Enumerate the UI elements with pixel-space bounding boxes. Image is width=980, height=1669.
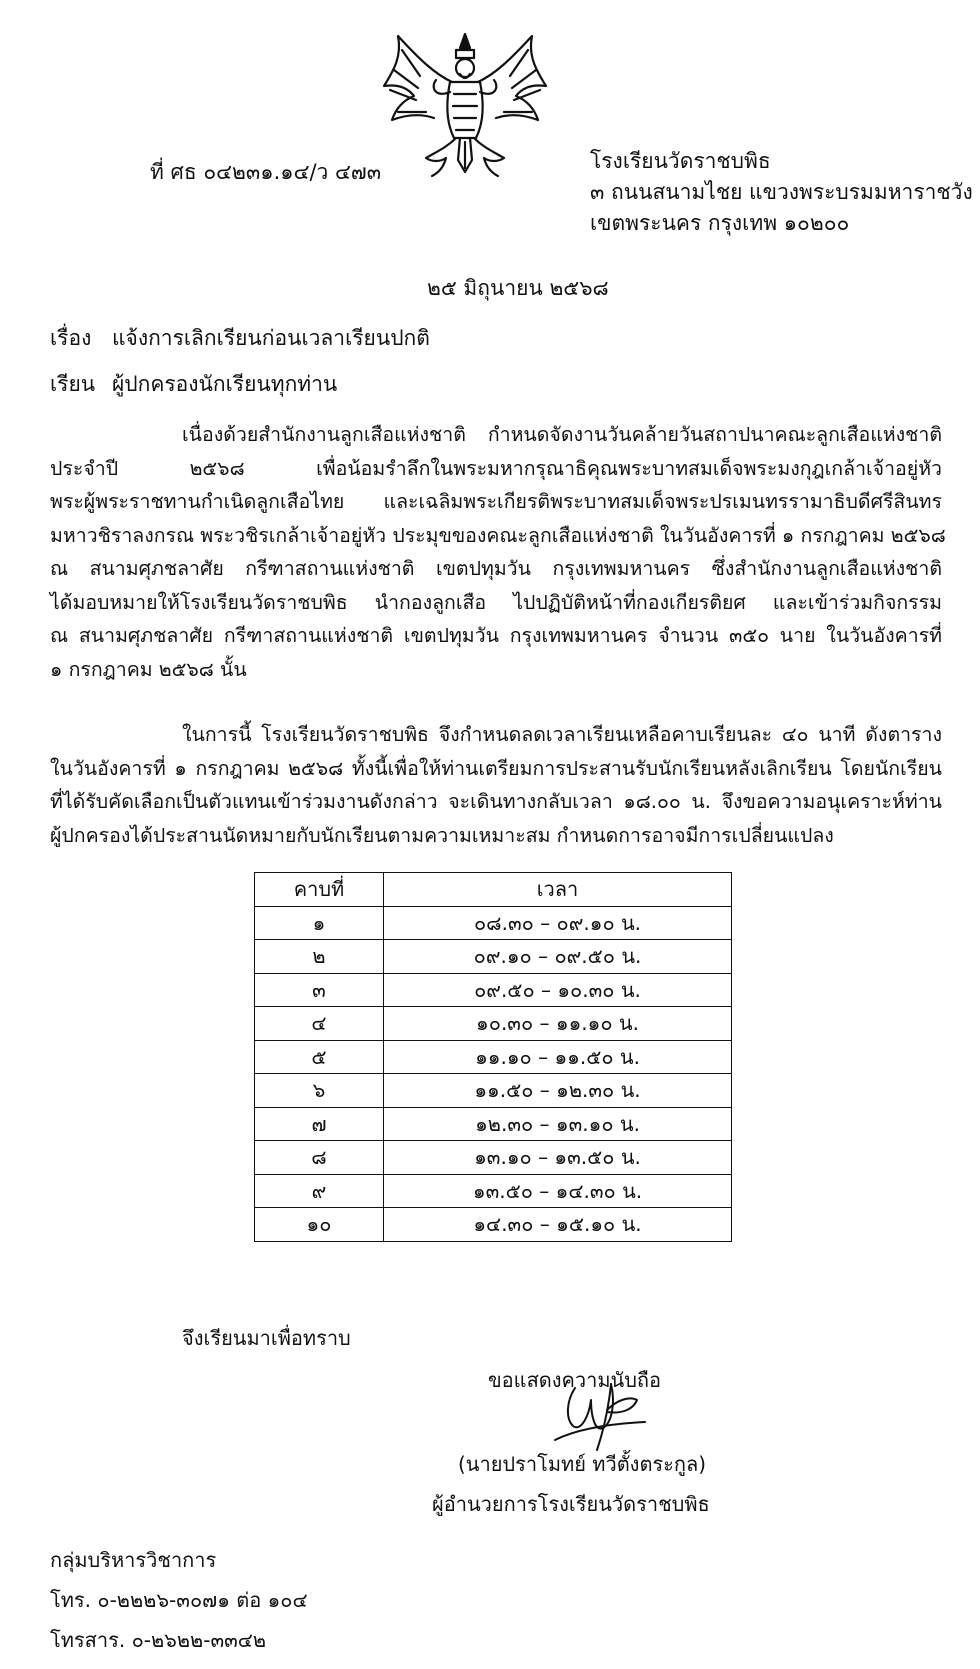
- period-cell: ๗: [255, 1107, 384, 1141]
- time-cell: ๐๙.๕๐ – ๑๐.๓๐ น.: [384, 973, 732, 1007]
- period-cell: ๑: [255, 906, 384, 940]
- paragraph-line: ณ สนามศุภชลาศัย กรีฑาสถานแห่งชาติ เขตปทุมวัน กรุงเทพมหานคร จำนวน ๓๕๐ นาย ในวันอังคารที่: [50, 624, 942, 647]
- subject-text: แจ้งการเลิกเรียนก่อนเวลาเรียนปกติ: [112, 326, 430, 350]
- closing-text: จึงเรียนมาเพื่อทราบ: [182, 1326, 351, 1350]
- time-cell: ๑๐.๓๐ – ๑๑.๑๐ น.: [384, 1007, 732, 1041]
- table-row: [255, 1107, 732, 1141]
- schedule-table: [254, 872, 732, 1242]
- paragraph-line: พระผู้พระราชทานกำเนิดลูกเสือไทย และเฉลิมพระเกียรติพระบาทสมเด็จพระปรเมนทรรามาธิบดีศรีสินทร: [50, 490, 942, 513]
- time-cell: ๐๙.๑๐ – ๐๙.๕๐ น.: [384, 940, 732, 974]
- school-name: โรงเรียนวัดราชบพิธ: [590, 149, 771, 173]
- footer-fax: โทรสาร. ๐-๒๖๒๒-๓๓๔๒: [50, 1628, 267, 1652]
- paragraph-line: ๑ กรกฎาคม ๒๕๖๘ นั้น: [50, 657, 247, 681]
- paragraph-line: ในวันอังคารที่ ๑ กรกฎาคม ๒๕๖๘ ทั้งนี้เพื่อให้ท่านเตรียมการประสานรับนักเรียนหลังเลิกเรียน โดยนักเรียน: [50, 756, 942, 780]
- time-cell: ๑๔.๓๐ – ๑๕.๑๐ น.: [384, 1208, 732, 1242]
- signer-name: (นายปราโมทย์ ทวีตั้งตระกูล): [458, 1452, 707, 1476]
- period-column-header: คาบที่: [255, 873, 384, 907]
- table-row: [255, 940, 732, 974]
- address-line-1: ๓ ถนนสนามไชย แขวงพระบรมมหาราชวัง: [590, 180, 973, 204]
- paragraph-line: ประจำปี ๒๕๖๘ เพื่อน้อมรำลึกในพระมหากรุณาธิคุณพระบาทสมเด็จพระมงกุฎเกล้าเจ้าอยู่หัว: [50, 456, 942, 480]
- paragraph-line: ได้มอบหมายให้โรงเรียนวัดราชบพิธ นำกองลูกเสือ ไปปฏิบัติหน้าที่กองเกียรติยศ และเข้าร่วมกิจกรรม: [50, 590, 942, 614]
- letter-date: ๒๕ มิถุนายน ๒๕๖๘: [427, 276, 609, 300]
- time-column-header: เวลา: [384, 873, 732, 907]
- body-paragraph-1: [50, 418, 946, 686]
- period-cell: ๙: [255, 1174, 384, 1208]
- time-cell: ๑๑.๕๐ – ๑๒.๓๐ น.: [384, 1074, 732, 1108]
- time-cell: ๑๒.๓๐ – ๑๓.๑๐ น.: [384, 1107, 732, 1141]
- footer-phone: โทร. ๐-๒๒๒๖-๓๐๗๑ ต่อ ๑๐๔: [50, 1588, 308, 1612]
- period-cell: ๓: [255, 973, 384, 1007]
- table-row: [255, 973, 732, 1007]
- period-cell: ๕: [255, 1040, 384, 1074]
- period-cell: ๖: [255, 1074, 384, 1108]
- garuda-emblem-icon: [380, 30, 550, 180]
- time-cell: ๑๓.๑๐ – ๑๓.๕๐ น.: [384, 1141, 732, 1175]
- time-cell: ๑๑.๑๐ – ๑๑.๕๐ น.: [384, 1040, 732, 1074]
- address-line-2: เขตพระนคร กรุงเทพ ๑๐๒๐๐: [590, 211, 850, 235]
- table-row: [255, 906, 732, 940]
- paragraph-line: ในการนี้ โรงเรียนวัดราชบพิธ จึงกำหนดลดเวลาเรียนเหลือคาบเรียนละ ๔๐ นาที ดังตาราง: [182, 723, 942, 746]
- time-cell: ๐๘.๓๐ – ๐๙.๑๐ น.: [384, 906, 732, 940]
- footer-department: กลุ่มบริหารวิชาการ: [50, 1548, 217, 1572]
- salutation-label: เรียน: [50, 372, 96, 396]
- paragraph-line: ณ สนามศุภชลาศัย กรีฑาสถานแห่งชาติ เขตปทุมวัน กรุงเทพมหานคร ซึ่งสำนักงานลูกเสือแห่งชาติ: [50, 557, 942, 580]
- period-cell: ๑๐: [255, 1208, 384, 1242]
- signer-title: ผู้อำนวยการโรงเรียนวัดราชบพิธ: [432, 1492, 710, 1516]
- table-row: [255, 1208, 732, 1242]
- reference-number: ที่ ศธ ๐๔๒๓๑.๑๔/ว ๔๗๓: [150, 160, 382, 184]
- period-cell: ๒: [255, 940, 384, 974]
- paragraph-line: เนื่องด้วยสำนักงานลูกเสือแห่งชาติ กำหนดจัดงานวันคล้ายวันสถาปนาคณะลูกเสือแห่งชาติ: [182, 423, 942, 446]
- paragraph-line: ที่ได้รับคัดเลือกเป็นตัวแทนเข้าร่วมงานดังกล่าว จะเดินทางกลับเวลา ๑๘.๐๐ น. จึงขอความอนุเคราะห์ท่าน: [50, 790, 942, 813]
- table-row: [255, 1074, 732, 1108]
- period-cell: ๘: [255, 1141, 384, 1175]
- body-paragraph-2: [50, 718, 942, 852]
- table-row: [255, 1174, 732, 1208]
- paragraph-line: มหาวชิราลงกรณ พระวชิรเกล้าเจ้าอยู่หัว ประมุขของคณะลูกเสือแห่งชาติ ในวันอังคารที่ ๑ กรกฎาคม ๒๕๖๘: [50, 523, 946, 547]
- table-row: [255, 1040, 732, 1074]
- subject-label: เรื่อง: [50, 326, 92, 350]
- table-header-row: [255, 873, 732, 907]
- salutation-text: ผู้ปกครองนักเรียนทุกท่าน: [112, 372, 338, 396]
- table-row: [255, 1141, 732, 1175]
- regards-text: ขอแสดงความนับถือ: [488, 1368, 662, 1392]
- time-cell: ๑๓.๕๐ – ๑๔.๓๐ น.: [384, 1174, 732, 1208]
- paragraph-line: ผู้ปกครองได้ประสานนัดหมายกับนักเรียนตามความเหมาะสม กำหนดการอาจมีการเปลี่ยนแปลง: [50, 823, 834, 847]
- signature-icon: [545, 1370, 655, 1456]
- school-address: [590, 146, 973, 239]
- table-row: [255, 1007, 732, 1041]
- period-cell: ๔: [255, 1007, 384, 1041]
